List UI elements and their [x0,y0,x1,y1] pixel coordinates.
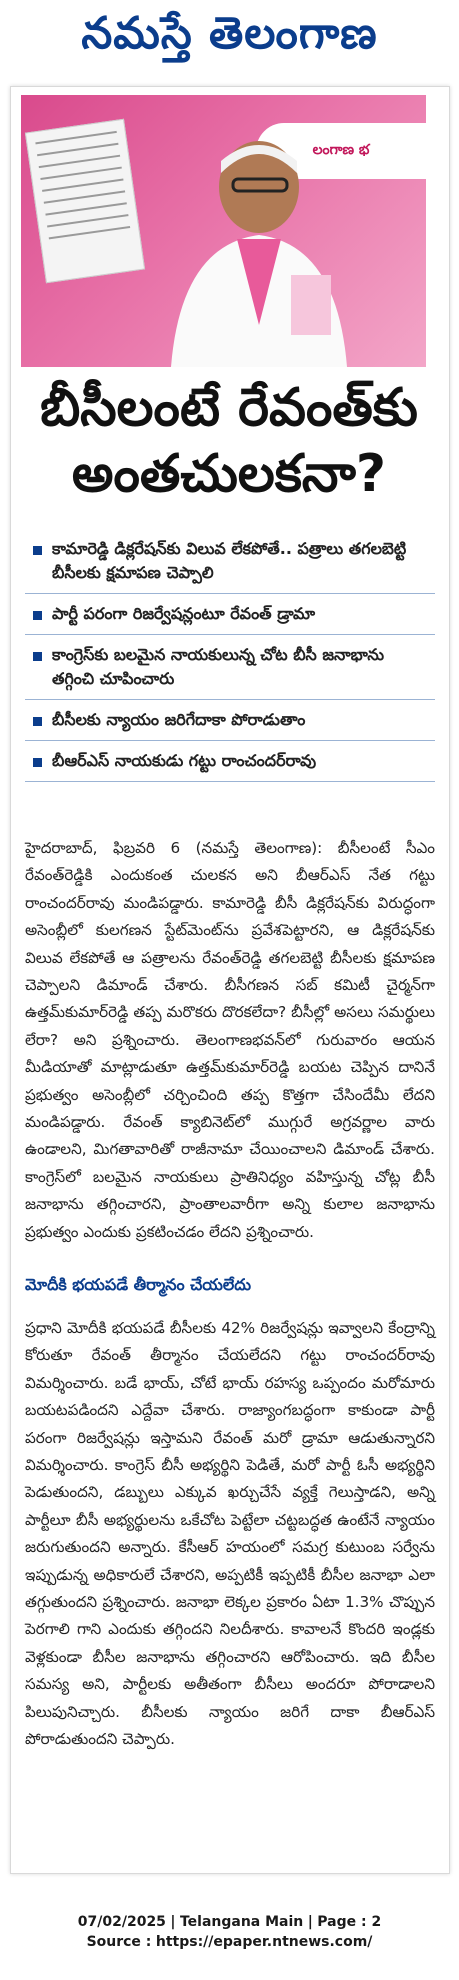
headline-line-1: బీసీలంటే రేవంత్‌కు [40,378,418,438]
bullet-square-icon [33,717,42,726]
footer-source-label: Source : [86,1934,152,1950]
article-subheading: మోదీకి భయపడే తీర్మానం చేయలేదు [25,1275,252,1294]
footer-meta: 07/02/2025 | Telangana Main | Page : 2 [77,1914,382,1930]
article-photo [21,95,426,367]
footer-date: 07/02/2025 [77,1914,166,1930]
footer-page: Page : 2 [317,1914,382,1930]
speaker-figure [141,135,371,367]
list-item: కామారెడ్డి డిక్లరేషన్‌కు విలువ లేకపోతే.. పత్రాలు తగలబెట్టి బీసీలకు క్షమాపణ చెప్పాలి [25,529,435,594]
masthead-title: నమస్తే తెలంగాణ [81,8,378,59]
news-clipping [10,86,450,1874]
photo-banner: లంగాణ భ [256,123,426,179]
bullet-square-icon [33,758,42,767]
list-item: బీసీలకు న్యాయం జరిగేదాకా పోరాడుతాం [25,700,435,741]
list-item: బీఆర్‌ఎస్‌ నాయకుడు గట్టు రాంచందర్‌రావు [25,741,435,782]
list-item: కాంగ్రెస్‌కు బలమైన నాయకులున్న చోట బీసీ జనాభాను తగ్గించి చూపించారు [25,635,435,700]
bullet-square-icon [33,546,42,555]
article-paragraph-1: హైదరాబాద్‌, ఫిబ్రవరి 6 (నమస్తే తెలంగాణ): బీసీలంటే సీఎం రేవంత్‌రెడ్డికి ఎందుకంత చులకన అని బీఆర్‌ఎస్‌ నేత గట్టు రాంచందర్‌రావు మండిపడ్డారు. కామారెడ్డి బీసీ డిక్లరేషన్‌కు విరుద్ధంగా అసెంబ్లీలో కులగణన స్టేట్‌మెంట్‌ను ప్రవేశపెట్టారని, ఆ డిక్లరేషన్‌కు విలువ లేకపోతే ఆ పత్రాలను రేవంత్‌రెడ్డి తగలబెట్టి బీసీలకు క్షమాపణ చెప్పాలని డిమాండ్‌ చేశారు. బీసీగణన సబ్‌ కమిటీ చైర్మన్‌గా ఉత్తమ్‌కుమార్‌రెడ్డి తప్ప మరొకరు దొరకలేదా? బీసీల్లో అసలు సమర్థులు లేరా? అని ప్రశ్నించారు. తెలంగాణభవన్‌లో గురువారం ఆయన మీడియాతో మాట్లాడుతూ ఉత్తమ్‌కుమార్‌రెడ్డి బయట చెప్పిన దానినే ప్రభుత్వం అసెంబ్లీలో చర్చించింది తప్ప కొత్తగా చేసిందేమీ లేదని మండిపడ్డారు. రేవంత్‌ క్యాబినెట్‌లో ముగ్గురే అగ్రవర్ణాల వారు ఉండాలని, మిగతావారితో రాజీనామా చేయించాలని డిమాండ్‌ చేశారు. కాంగ్రెస్‌లో బలమైన నాయకులు ప్రాతినిధ్యం వహిస్తున్న చోట్ల బీసీ జనాభాను తగ్గించారని, ప్రాంతాలవారీగా అన్ని కులాల జనాభాను ప్రభుత్వం ఎందుకు ప్రకటించడం లేదని ప్రశ్నించారు. [25,839,435,1241]
article-paragraph-2: ప్రధాని మోదీకి భయపడే బీసీలకు 42% రిజర్వేషన్లు ఇవ్వాలని కేంద్రాన్ని కోరుతూ రేవంత్‌ తీర్మానం చేయలేదని గట్టు రాంచందర్‌రావు విమర్శించారు. బడే భాయ్‌, చోటే భాయ్‌ రహస్య ఒప్పందం మరోమారు బయటపడిందని ఎద్దేవా చేశారు. రాజ్యాంగబద్ధంగా కాకుండా పార్టీ పరంగా రిజర్వేషన్లు ఇస్తామని రేవంత్‌ మరో డ్రామా ఆడుతున్నారని విమర్శించారు. కాంగ్రెస్‌ బీసీ అభ్యర్థిని పెడితే, మరో పార్టీ ఓసీ అభ్యర్థిని పెడుతుందని, డబ్బులు ఎక్కువ ఖర్చుచేసే వ్యక్తే గెలుస్తాడని, అన్ని పార్టీలూ బీసీ అభ్యర్థులను ఒకేచోట పెట్టేలా చట్టబద్ధత ఉంటేనే న్యాయం జరుగుతుందని అన్నారు. కేసీఆర్‌ హయంలో సమగ్ర కుటుంబ సర్వేను ఇప్పుడున్న అధికారులే చేశారని, అప్పటికీ ఇప్పటికీ బీసీల జనాభా ఎలా తగ్గుతుందని ప్రశ్నించారు. జనాభా లెక్కల ప్రకారం ఏటా 1.3% చొప్పున పెరగాలి గాని ఎందుకు తగ్గిందని నిలదీశారు. కావాలనే కొందరి ఇండ్లకు వెళ్లకుండా బీసీల జనాభాను తగ్గించారని ఆరోపించారు. ఇది బీసీల సమస్య అని, పార్టీలకు అతీతంగా బీసీలు అందరూ పోరాడాలని పిలుపునిచ్చారు. బీసీలకు న్యాయం జరిగే దాకా బీఆర్‌ఎస్‌ పోరాడుతుందని చెప్పారు. [25,1319,435,1749]
footer-source-link[interactable]: https://epaper.ntnews.com/ [155,1934,373,1950]
list-item: పార్టీ పరంగా రిజర్వేషన్లంటూ రేవంత్‌ డ్రామా [25,594,435,635]
masthead [0,0,459,78]
headline-line-2: అంతచులకనా? [71,444,387,504]
highlight-bullets [25,529,435,782]
held-document [25,119,145,283]
bullet-square-icon [33,652,42,661]
footer-source [0,1932,459,1952]
bullet-square-icon [33,611,42,620]
footer-edition: Telangana Main [179,1914,304,1930]
page-footer [0,1912,459,1952]
